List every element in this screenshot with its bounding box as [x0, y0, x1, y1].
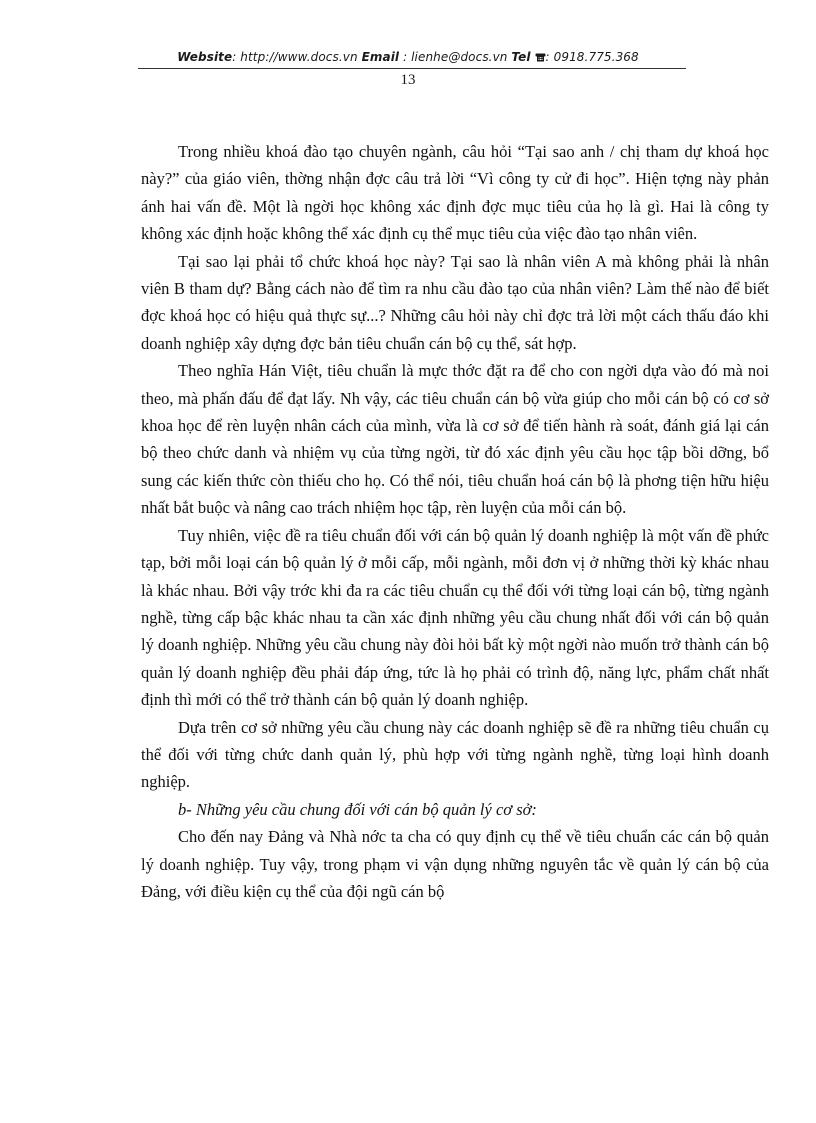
- paragraph-6: Cho đến nay Đảng và Nhà nớc ta cha có quy định cụ thể về tiêu chuẩn các cán bộ quản lý doanh nghiệp. Tuy vậy, trong phạm vi vận dụng những nguyên tắc về quản lý cán bộ của Đảng, với điều kiện cụ thể của đội ngũ cán bộ: [141, 827, 769, 901]
- website-label: Website: [177, 50, 233, 64]
- tel-value: : 0918.775.368: [545, 50, 639, 64]
- tel-label: Tel: [511, 50, 531, 64]
- page-header: [0, 50, 816, 64]
- paragraph-4: Tuy nhiên, việc đề ra tiêu chuẩn đối với cán bộ quản lý doanh nghiệp là một vấn đề phức tạp, bởi mỗi loại cán bộ quản lý ở mỗi cấp, mỗi ngành, mỗi đơn vị ở những thời kỳ khác nhau là khác nhau. Bởi vậy trớc khi đa ra các tiêu chuẩn cụ thể đối với từng loại cán bộ, từng ngành nghề, từng cấp bậc khác nhau ta cần xác định những yêu cầu chung nhất đối với cán bộ quản lý doanh nghiệp. Những yêu cầu chung này đòi hỏi bất kỳ một ngời nào muốn trở thành cán bộ quản lý doanh nghiệp đều phải đáp ứng, tức là họ phải có trình độ, năng lực, phẩm chất nhất định thì mới có thể trở thành cán bộ quản lý doanh nghiệp.: [141, 525, 769, 710]
- phone-icon: [535, 51, 546, 60]
- email-label: Email: [361, 50, 400, 64]
- paragraph-1: Trong nhiều khoá đào tạo chuyên ngành, câu hỏi “Tại sao anh / chị tham dự khoá học này?” của giáo viên, thờng nhận đợc câu trả lời “Vì công ty cử đi học”. Hiện tợng này phản ánh hai vấn đề. Một là ngời học không xác định đợc mục tiêu của họ là gì. Hai là công ty không xác định hoặc không thể xác định cụ thể mục tiêu của việc đào tạo nhân viên.: [141, 142, 769, 244]
- email-value: : lienhe@docs.vn: [403, 50, 508, 64]
- website-value: : http://www.docs.vn: [232, 50, 358, 64]
- document-body: [141, 138, 769, 905]
- section-subheading: b- Những yêu cầu chung đối với cán bộ quản lý cơ sở:: [178, 799, 537, 819]
- paragraph-3: Theo nghĩa Hán Việt, tiêu chuẩn là mực thớc đặt ra để cho con ngời dựa vào đó mà noi theo, mà phấn đấu để đạt lấy. Nh vậy, các tiêu chuẩn cán bộ vừa giúp cho mỗi cán bộ có cơ sở khoa học để rèn luyện nhân cách của mình, vừa là cơ sở để tiến hành rà soát, đánh giá lại cán bộ theo chức danh và nhiệm vụ của từng ngời, từ đó xác định yêu cầu học tập bồi dỡng, bổ sung các kiến thức còn thiếu cho họ. Có thể nói, tiêu chuẩn hoá cán bộ là phơng tiện hữu hiệu nhất bắt buộc và nâng cao trách nhiệm học tập, rèn luyện của mỗi cán bộ.: [141, 361, 769, 518]
- page-number: 13: [400, 72, 416, 88]
- paragraph-2: Tại sao lại phải tổ chức khoá học này? Tại sao là nhân viên A mà không phải là nhân viên B tham dự? Bằng cách nào để tìm ra nhu cầu đào tạo của nhân viên? Làm thế nào để biết đợc khoá học có hiệu quả thực sự...? Những câu hỏi này chỉ đợc trả lời một cách thấu đáo khi doanh nghiệp xây dựng đợc bản tiêu chuẩn cán bộ cụ thể, sát hợp.: [141, 251, 769, 353]
- paragraph-5: Dựa trên cơ sở những yêu cầu chung này các doanh nghiệp sẽ đề ra những tiêu chuẩn cụ thể đối với từng chức danh quản lý, phù hợp với từng ngành nghề, từng loại hình doanh nghiệp.: [141, 717, 769, 792]
- header-divider: [138, 68, 686, 69]
